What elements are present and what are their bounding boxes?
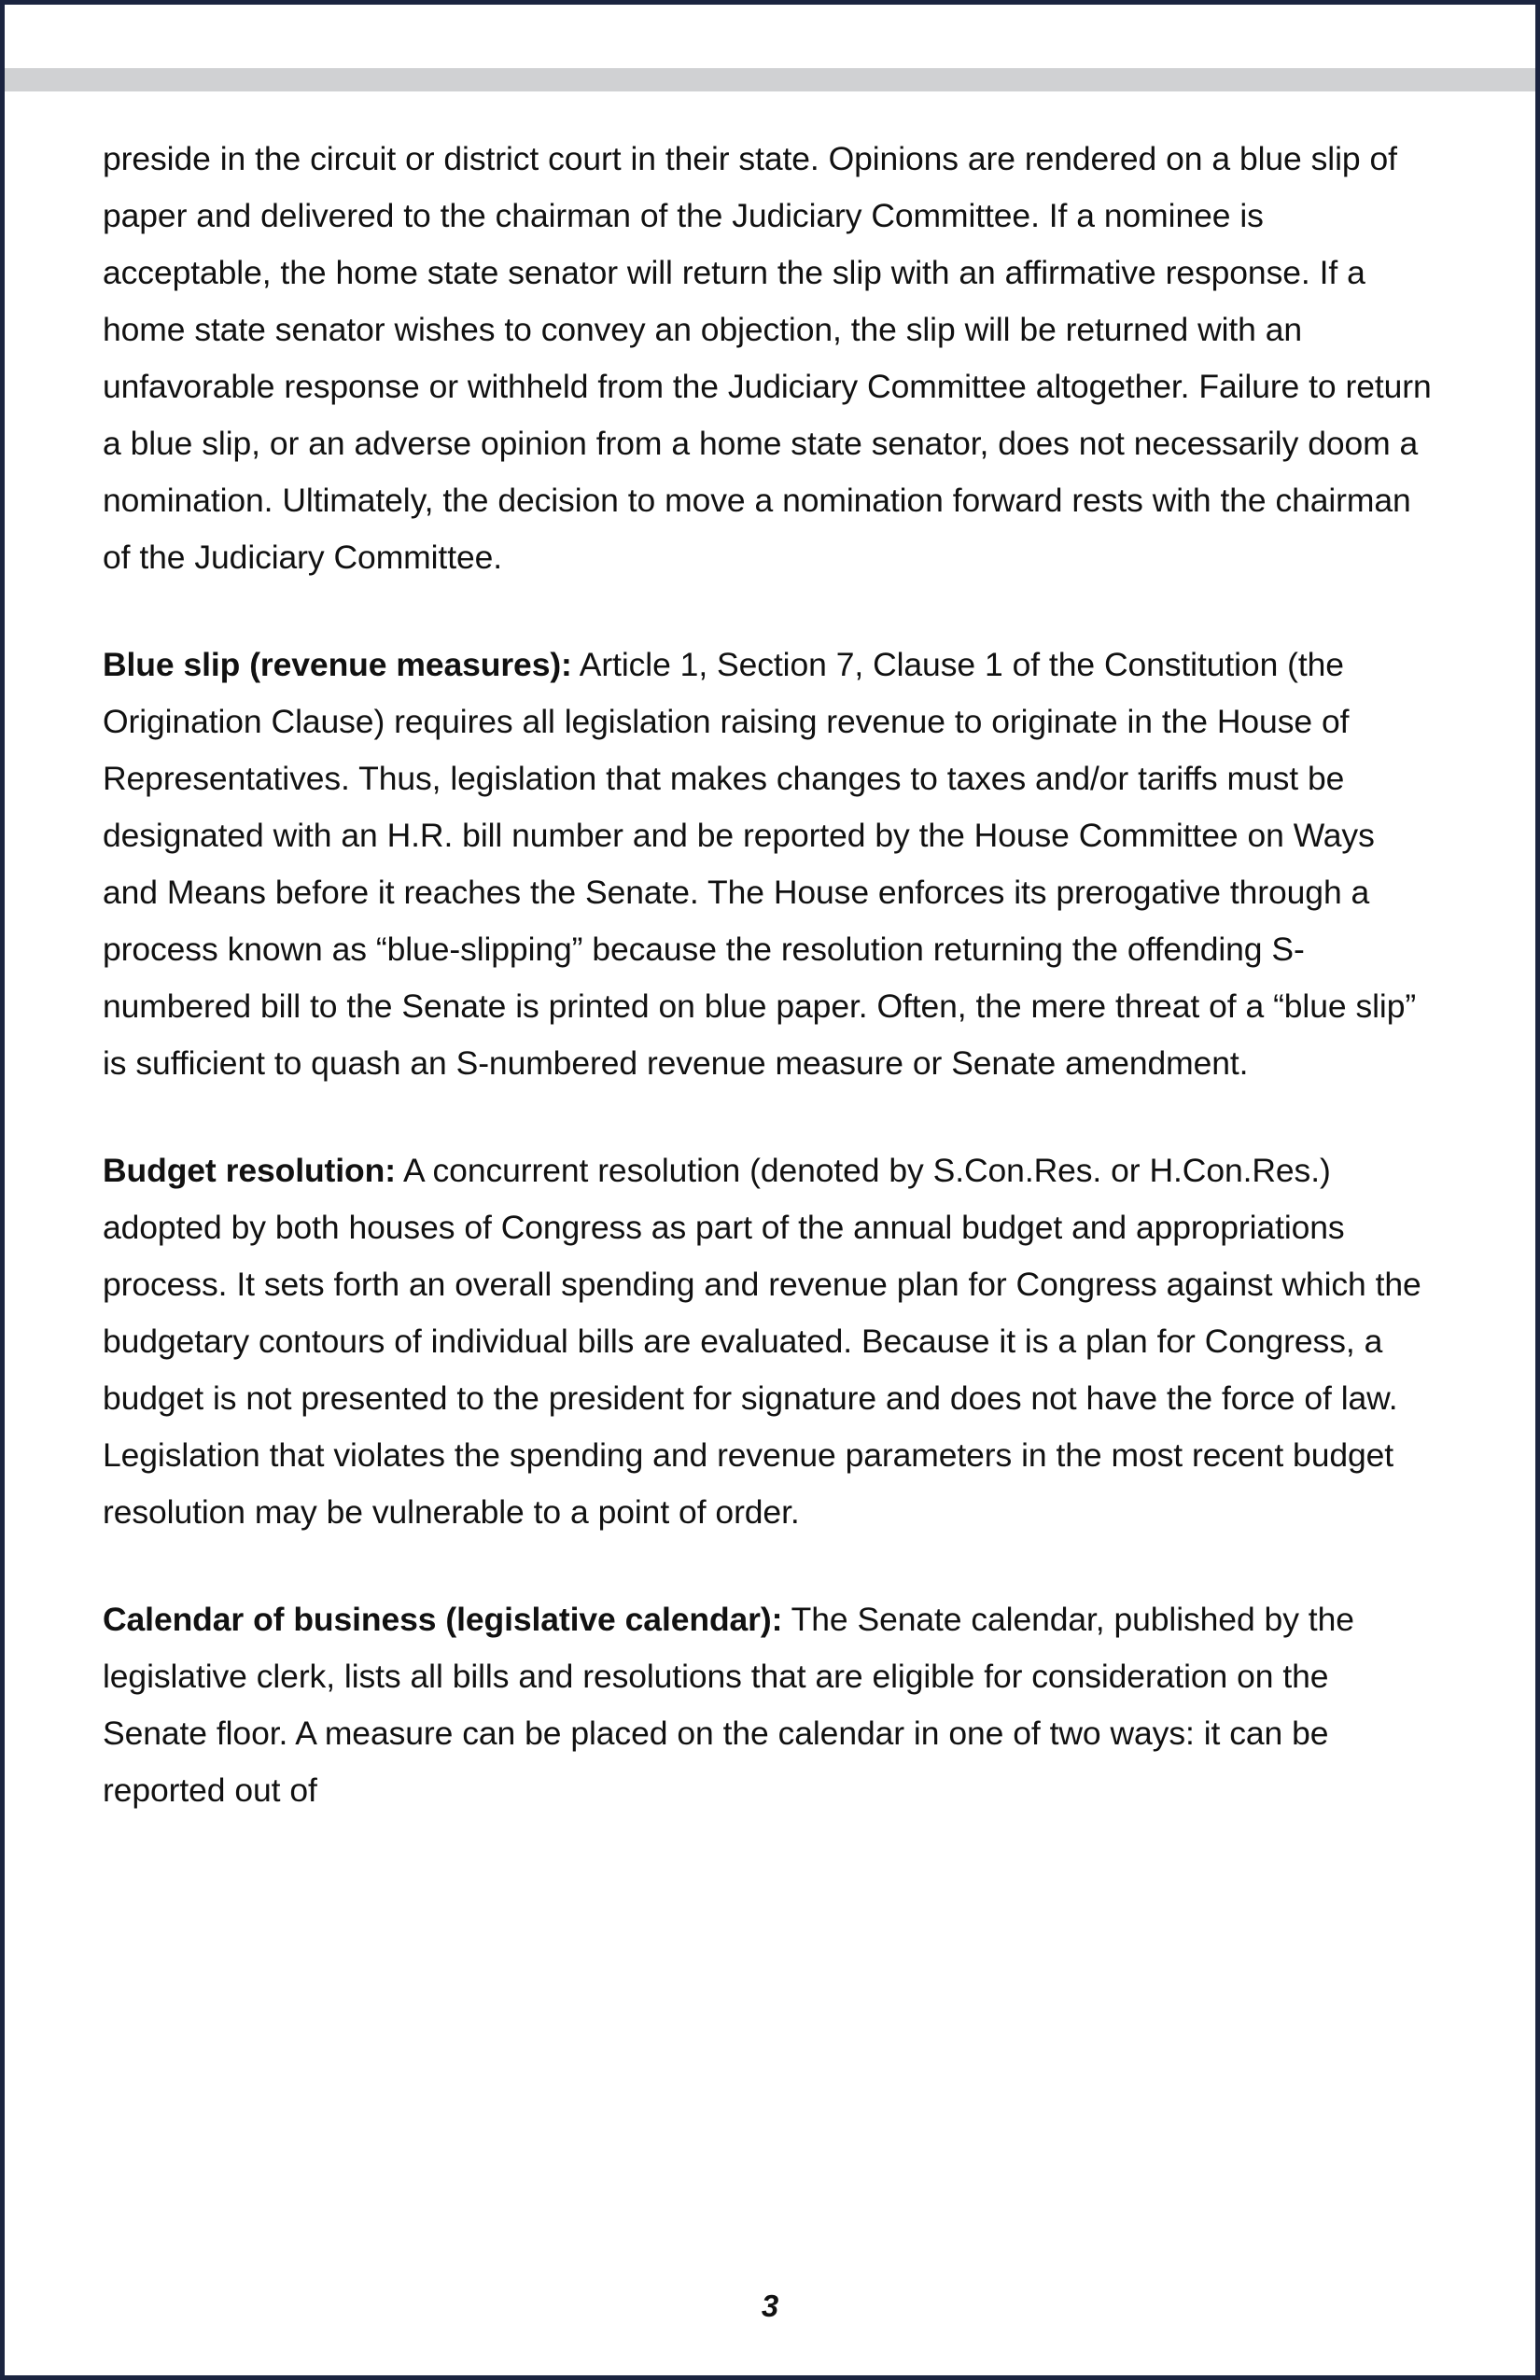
term-heading-1: Blue slip (revenue measures): xyxy=(103,646,572,683)
paragraph-budget-resolution xyxy=(103,1142,1437,1541)
paragraph-blue-slip-revenue xyxy=(103,637,1437,1092)
paragraph-text-3: The Senate calendar, published by the legislative clerk, lists all bills and resolutions that are eligible for consideration on the Senate floor. A measure can be placed on the calendar in one of two ways: it can be reported out of xyxy=(103,1601,1354,1809)
header-rule-band xyxy=(5,68,1535,91)
paragraph-text-1: Article 1, Section 7, Clause 1 of the Constitution (the Origination Clause) requires all legislation raising revenue to originate in the House of Representatives. Thus, legislation that makes changes to taxes and/or tariffs must be designated with an H.R. bill number and be reported by the House Committee on Ways and Means before it reaches the Senate. The House enforces its prerogative through a process known as “blue-slipping” because the resolution returning the offending S-numbered bill to the Senate is printed on blue paper. Often, the mere threat of a “blue slip” is sufficient to quash an S-numbered revenue measure or Senate amendment. xyxy=(103,646,1417,1082)
paragraph-blue-slip-judicial xyxy=(103,131,1437,586)
document-body xyxy=(103,131,1437,1819)
term-heading-2: Budget resolution: xyxy=(103,1152,396,1189)
paragraph-calendar-of-business xyxy=(103,1591,1437,1819)
paragraph-text-0: preside in the circuit or district court in their state. Opinions are rendered on a blue slip of paper and delivered to the chairman of the Judiciary Committee. If a nominee is acceptable, the home state senator will return the slip with an affirmative response. If a home state senator wishes to convey an objection, the slip will be returned with an unfavorable response or withheld from the Judiciary Committee altogether. Failure to return a blue slip, or an adverse opinion from a home state senator, does not necessarily doom a nomination. Ultimately, the decision to move a nomination forward rests with the chairman of the Judiciary Committee. xyxy=(103,140,1432,576)
page-number: 3 xyxy=(761,2289,779,2323)
term-heading-3: Calendar of business (legislative calendar): xyxy=(103,1601,783,1638)
paragraph-text-2: A concurrent resolution (denoted by S.Con.Res. or H.Con.Res.) adopted by both houses of Congress as part of the annual budget and appropriations process. It sets forth an overall spending and revenue plan for Congress against which the budgetary contours of individual bills are evaluated. Because it is a plan for Congress, a budget is not presented to the president for signature and does not have the force of law. Legislation that violates the spending and revenue parameters in the most recent budget resolution may be vulnerable to a point of order. xyxy=(103,1152,1421,1531)
